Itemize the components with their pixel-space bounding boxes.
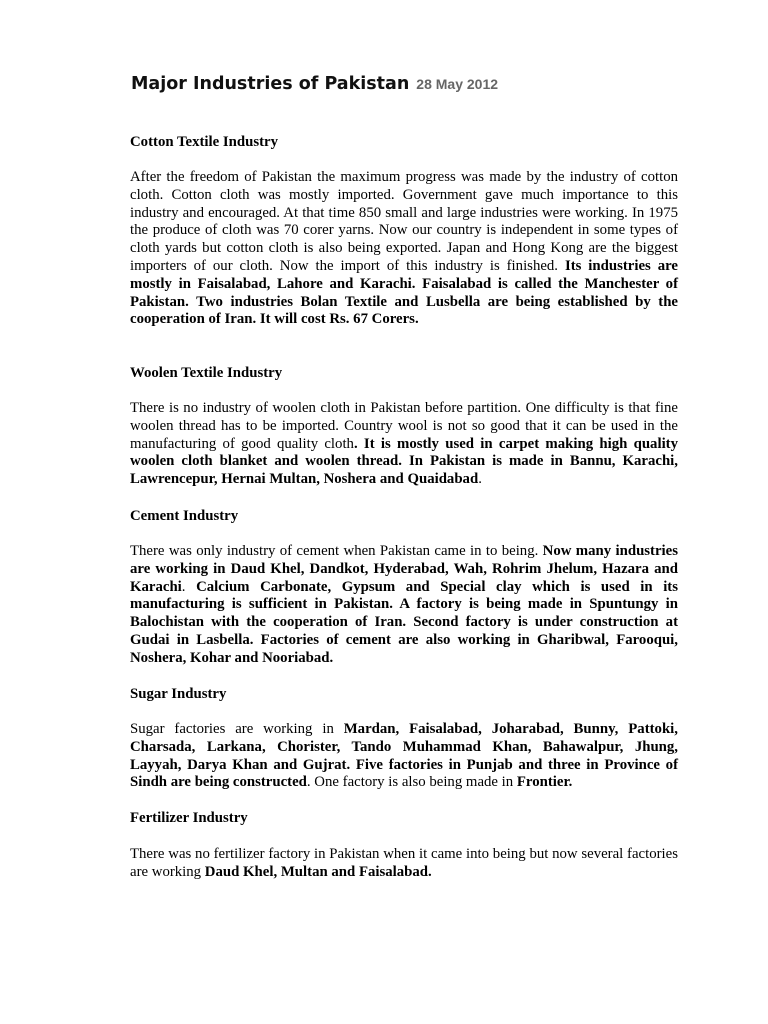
section-body-fertilizer: [130, 846, 678, 882]
section-heading-cement: Cement Industry: [130, 508, 239, 524]
text-run: There was no fertilizer factory in Pakistan when it came into being but now several factories are working: [130, 846, 678, 880]
text-run: . One factory is also being made in: [306, 774, 517, 791]
bold-text-run: Its industries are mostly in Faisalabad, Lahore and Karachi. Faisalabad is called the Manchester of Pakistan. Two industries Bolan Textile and Lusbella are being established by the cooperation of Iran. It will cost Rs. 67 Corers.: [130, 257, 678, 328]
bold-text-run: Mardan, Faisalabad, Joharabad, Bunny, Pattoki, Charsada, Larkana, Chorister, Tando Muhammad Khan, Bahawalpur, Jhung, Layyah, Darya Khan and Gujrat. Five factories in Punjab and three in Province of Sindh are being constructed: [130, 721, 678, 791]
section-body-sugar: [130, 721, 678, 792]
page-title: Major Industries of Pakistan: [131, 74, 410, 94]
section-body-woolen: [130, 400, 678, 489]
bold-text-run: Now many industries are working in Daud Khel, Dandkot, Hyderabad, Wah, Rohrim Jhelum, Hazara and Karachi: [130, 543, 678, 595]
section-heading-fertilizer: Fertilizer Industry: [130, 810, 248, 826]
text-run: Sugar factories are working in: [130, 721, 344, 737]
bold-text-run: Frontier.: [516, 774, 573, 791]
section-body-cotton: [130, 169, 678, 329]
text-run: .: [181, 578, 197, 595]
section-body-cement: [130, 543, 678, 668]
title-line: [131, 74, 498, 94]
text-run: There is no industry of woolen cloth in Pakistan before partition. One difficulty is that fine woolen thread has to be imported. Country wool is not so good that it can be used in the manufacturing of good quality cloth: [130, 400, 678, 452]
text-run: There was only industry of cement when Pakistan came in to being.: [130, 543, 543, 559]
section-heading-woolen: Woolen Textile Industry: [130, 365, 283, 381]
text-run: After the freedom of Pakistan the maximum progress was made by the industry of cotton cloth. Cotton cloth was mostly imported. Government gave much importance to this industry and encouraged. At that time 850 small and large industries were working. In 1975 the produce of cloth was 70 corer yarns. Now our country is independent in some types of cloth yards but cotton cloth is also being exported. Japan and Hong Kong are the biggest importers of our cloth. Now the import of this industry is finished.: [130, 169, 678, 274]
publish-date: 28 May 2012: [416, 76, 499, 92]
bold-text-run: Daud Khel, Multan and Faisalabad.: [204, 863, 432, 880]
bold-text-run: Calcium Carbonate, Gypsum and Special clay which is used in its manufacturing is sufficient in Pakistan. A factory is being made in Spuntungy in Balochistan with the cooperation of Iran. Second factory is under construction at Gudai in Lasbella. Factories of cement are also working in Gharibwal, Farooqui, Noshera, Kohar and Nooriabad.: [130, 578, 678, 666]
bold-text-run: . It is mostly used in carpet making high quality woolen cloth blanket and woolen thread. In Pakistan is made in Bannu, Karachi, Lawrencepur, Hernai Multan, Noshera and Quaidabad: [130, 435, 679, 488]
section-heading-cotton: Cotton Textile Industry: [130, 134, 278, 150]
section-heading-sugar: Sugar Industry: [130, 686, 227, 702]
text-run: .: [478, 471, 482, 488]
